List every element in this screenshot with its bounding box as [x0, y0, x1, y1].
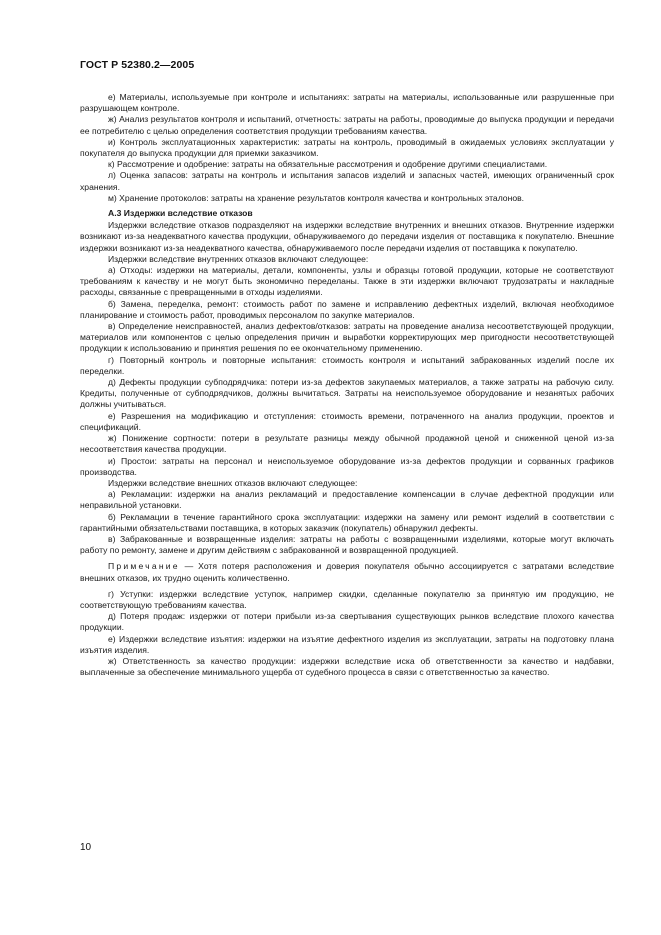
list-item: г) Уступки: издержки вследствие уступок, например скидки, сделанные покупателю за принятую им продукцию, не соответствующую требованиям качества.: [80, 588, 614, 610]
document-body: [80, 92, 614, 678]
list-item: л) Оценка запасов: затраты на контроль и испытания запасов изделий и запасных частей, имеющих ограниченный срок хранения.: [80, 170, 614, 192]
list-item: б) Замена, переделка, ремонт: стоимость работ по замене и исправлению дефектных изделий, включая необходимое планирование и стоимость работ, проводимых персоналом по закупке материалов.: [80, 298, 614, 320]
list-item: б) Рекламации в течение гарантийного срока эксплуатации: издержки на замену или ремонт изделий в соответствии с гарантийными обязательствами поставщика, в которых заказчик (покупатель) обнаружил дефекты.: [80, 511, 614, 533]
section-heading: А.3 Издержки вследствие отказов: [108, 208, 253, 219]
list-item: к) Рассмотрение и одобрение: затраты на обязательные рассмотрения и одобрение другими специалистами.: [108, 159, 548, 170]
note-label: Примечание: [108, 561, 180, 572]
list-item: ж) Анализ результатов контроля и испытаний, отчетность: затраты на работы, проводимые до выпуска продукции и передачи ее потребителю с целью определения соответствия продукции требованиям качества.: [80, 114, 614, 136]
paragraph: Издержки вследствие отказов подразделяют на издержки вследствие внутренних и внешних отказов. Внутренние издержки возникают из-за неадекватного качества продукции, обнаруживаемого до передачи изделия от поставщика к покупателю. Внешние издержки возникают из-за неадекватного качества, обнаруживаемого после передачи изделия от поставщика к покупателю.: [80, 220, 614, 253]
list-item: ж) Ответственность за качество продукции: издержки вследствие иска об ответственности за качество и надбавки, выплаченные за обеспечение минимального ущерба от судебного процесса в связи с ответственностью за качество.: [80, 655, 614, 678]
note-paragraph: [80, 561, 614, 583]
page-number: 10: [80, 842, 92, 853]
note-text: — Хотя потеря расположения и доверия покупателя обычно ассоциируется с затратами вследствие внешних отказов, их трудно оценить количественно.: [80, 561, 614, 583]
list-item: и) Простои: затраты на персонал и неиспользуемое оборудование из-за дефектов продукции и сорванных графиков производства.: [80, 455, 614, 477]
list-item: в) Определение неисправностей, анализ дефектов/отказов: затраты на проведение анализа несоответствующей продукции, материалов или компонентов с целью определения причин и выработки корректирующих мер пригодности несоответствующей продукции к использованию и принятия решения по ее окончательному применению.: [80, 321, 614, 354]
document-header: ГОСТ Р 52380.2—2005: [80, 59, 195, 71]
list-item: а) Отходы: издержки на материалы, детали, компоненты, узлы и образцы готовой продукции, которые не соответствуют требованиям к качеству и не могут быть экономично переделаны. Также в эти издержки включают трудозатраты и накладные расходы, связанные с превращенными в отходы изделиями.: [80, 265, 614, 298]
list-item: а) Рекламации: издержки на анализ рекламаций и предоставление компенсации в случае дефектной продукции или неправильной установки.: [80, 489, 614, 511]
list-item: е) Материалы, используемые при контроле и испытаниях: затраты на материалы, использованные или разрушенные при разрушающем контроле.: [80, 92, 614, 114]
paragraph: Издержки вследствие внешних отказов включают следующее:: [108, 477, 358, 488]
paragraph: Издержки вследствие внутренних отказов включают следующее:: [108, 253, 369, 264]
list-item: д) Потеря продаж: издержки от потери прибыли из-за свертывания существующих рынков вследствие плохого качества продукции.: [80, 611, 614, 633]
list-item: м) Хранение протоколов: затраты на хранение результатов контроля качества и контрольных эталонов.: [108, 192, 525, 203]
list-item: г) Повторный контроль и повторные испытания: стоимость контроля и испытаний забракованных изделий после их переделки.: [80, 354, 614, 376]
list-item: е) Разрешения на модификацию и отступления: стоимость времени, потраченного на анализ продукции, проектов и спецификаций.: [80, 410, 614, 432]
list-item: ж) Понижение сортности: потери в результате разницы между обычной продажной ценой и сниженной ценой из-за несоответствия качества продукции.: [80, 433, 614, 455]
list-item: и) Контроль эксплуатационных характеристик: затраты на контроль, проводимый в ожидаемых условиях эксплуатации у покупателя до выпуска продукции для приемки заказчиком.: [80, 136, 614, 159]
list-item: в) Забракованные и возвращенные изделия: затраты на работы с возвращенными изделиями, которые могут включать работу по ремонту, замене и другим действиям с забракованной и возвращенной продукцией.: [80, 533, 614, 556]
list-item: д) Дефекты продукции субподрядчика: потери из-за дефектов закупаемых материалов, а также затраты на рабочую силу. Кредиты, полученные от субподрядчиков, должны вычитаться. Затраты на неиспользуемое оборудование и незанятых рабочих должны учитываться.: [80, 377, 614, 410]
list-item: е) Издержки вследствие изъятия: издержки на изъятие дефектного изделия из эксплуатации, затраты на подготовку плана изъятия изделия.: [80, 633, 614, 655]
